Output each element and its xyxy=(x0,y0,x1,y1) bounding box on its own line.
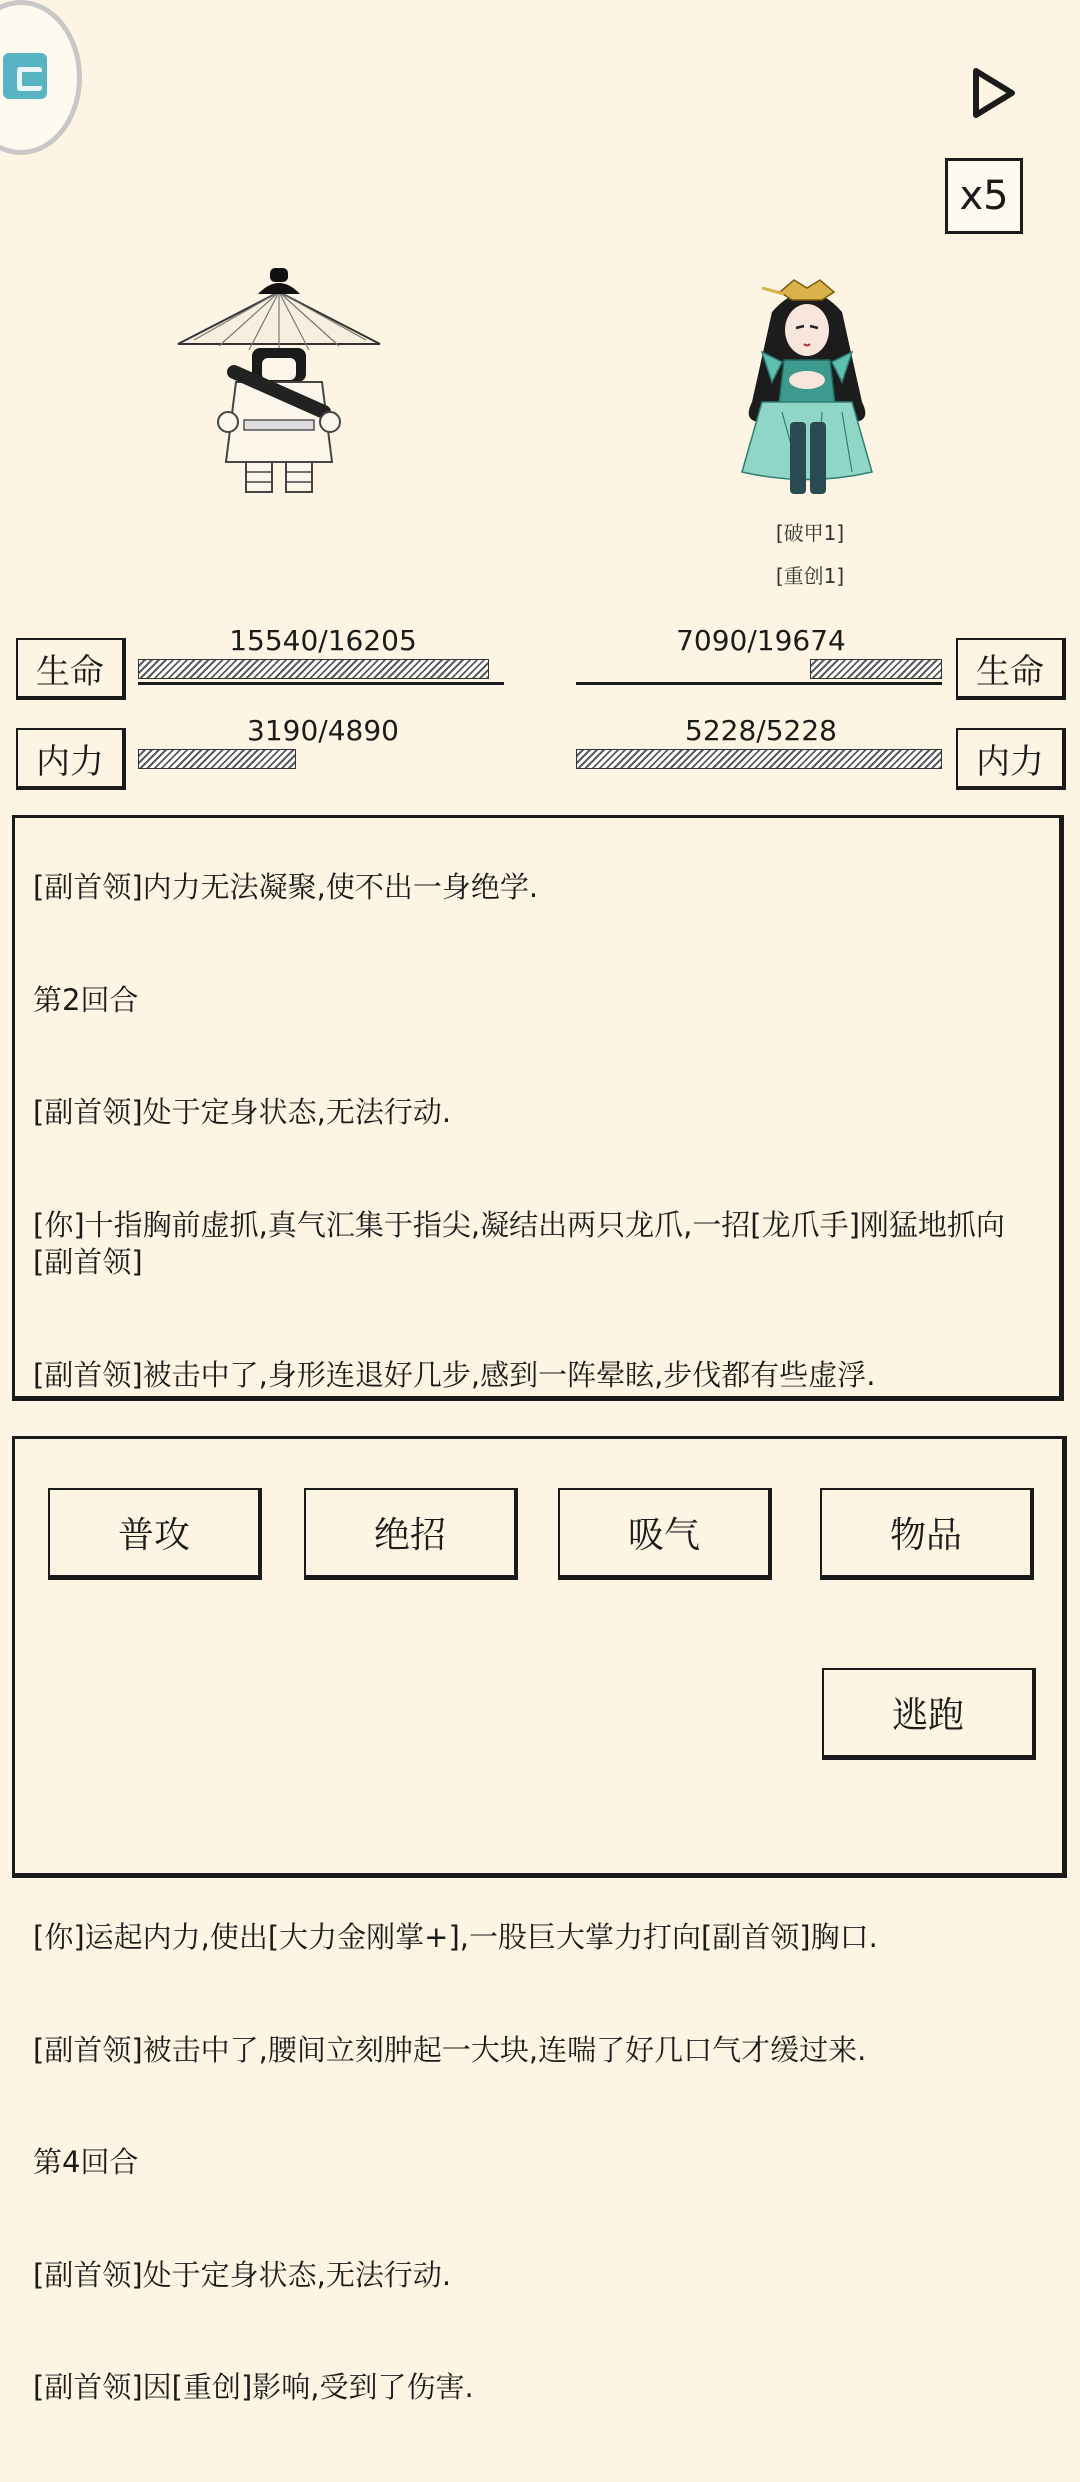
bar-underline xyxy=(138,682,504,685)
flee-button[interactable]: 逃跑 xyxy=(822,1668,1036,1760)
enemy-mp-fill xyxy=(576,749,942,769)
attack-button[interactable]: 普攻 xyxy=(48,1488,262,1580)
log-line: [副首领]处于定身状态,无法行动. xyxy=(33,2257,452,2292)
player-mp-label: 内力 xyxy=(16,728,126,790)
player-mp-fill xyxy=(138,749,296,769)
player-hp-bar xyxy=(138,659,504,679)
log-line: [副首领]被击中了,腰间立刻肿起一大块,连喘了好几口气才缓过来. xyxy=(33,2032,867,2067)
items-button[interactable]: 物品 xyxy=(820,1488,1034,1580)
enemy-hp-fill xyxy=(810,659,942,679)
enemy-status-armor-break: [破甲1] xyxy=(775,521,845,545)
log-line: [副首领]被击中了,身形连退好几步,感到一阵晕眩,步伐都有些虚浮. xyxy=(33,1357,876,1392)
play-icon[interactable] xyxy=(970,66,1018,120)
breathe-button[interactable]: 吸气 xyxy=(558,1488,772,1580)
player-hp-label: 生命 xyxy=(16,638,126,700)
speed-button[interactable]: x5 xyxy=(945,158,1023,234)
log-line: 第2回合 xyxy=(33,982,139,1017)
enemy-mp-label: 内力 xyxy=(956,728,1066,790)
player-mp-value: 3190/4890 xyxy=(247,714,399,747)
log-line: [你]十指胸前虚抓,真气汇集于指尖,凝结出两只龙爪,一招[龙爪手]刚猛地抓向[副首领] xyxy=(33,1207,1005,1279)
player-hp-fill xyxy=(138,659,489,679)
player-mp-bar xyxy=(138,749,380,769)
ultimate-button[interactable]: 绝招 xyxy=(304,1488,518,1580)
player-hp-value: 15540/16205 xyxy=(229,624,417,657)
enemy-status-heavy-wound: [重创1] xyxy=(775,564,845,588)
log-line: [副首领]因[重创]影响,受到了伤害. xyxy=(33,2370,474,2404)
log-line: [副首领]处于定身状态,无法行动. xyxy=(33,1095,452,1129)
enemy-hp-label: 生命 xyxy=(956,638,1066,700)
enemy-hp-bar xyxy=(576,659,942,679)
log-line: [你]运起内力,使出[大力金刚掌+],一股巨大掌力打向[副首领]胸口. xyxy=(33,1920,878,1954)
enemy-character[interactable] xyxy=(722,272,892,502)
enemy-mp-bar xyxy=(576,749,942,769)
log-line: [副首领]内力无法凝聚,使不出一身绝学. xyxy=(33,870,539,904)
log-line: 第4回合 xyxy=(33,2145,139,2179)
enemy-hp-value: 7090/19674 xyxy=(676,624,846,657)
enemy-mp-value: 5228/5228 xyxy=(685,714,837,747)
app-badge-icon[interactable] xyxy=(0,0,82,155)
bar-underline xyxy=(576,682,942,685)
player-character xyxy=(174,262,384,502)
